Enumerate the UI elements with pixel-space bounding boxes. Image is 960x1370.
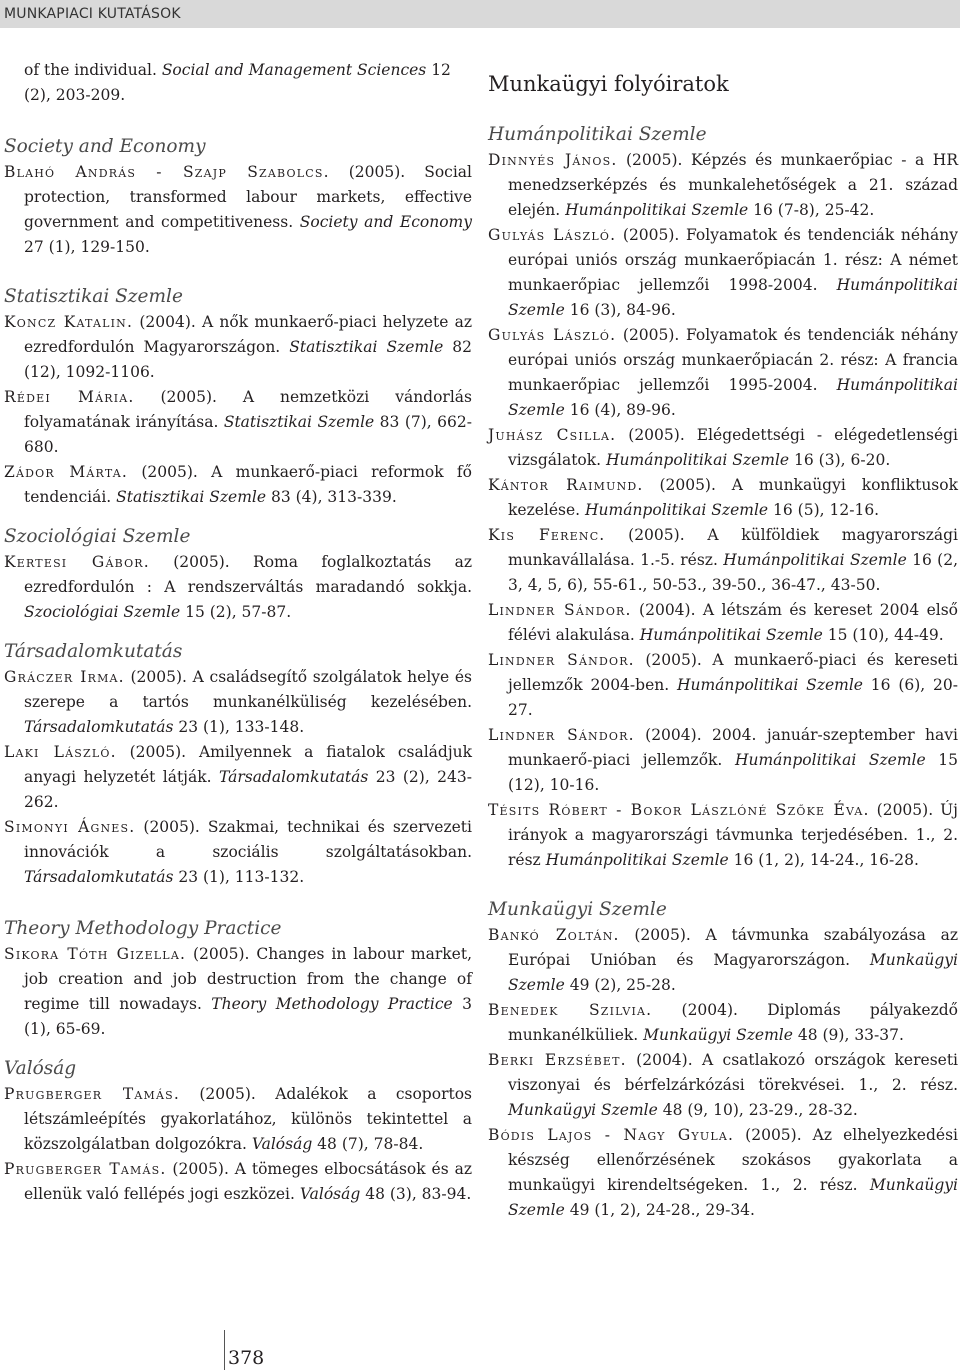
entry-journal: Társadalomkutatás <box>24 868 174 886</box>
entry-ref: 82 (12), 1092-1106. <box>24 338 472 381</box>
entry-author: Prugberger Tamás. <box>4 1085 180 1103</box>
entry-text: (2005). Adalékok a csoportos létszámleépítés gyakorlatához, különös tekintettel a közszolgálatban dolgozókra. <box>24 1085 472 1153</box>
entry-author: Laki László. <box>4 743 117 761</box>
entry-ref: 48 (9), 33-37. <box>792 1026 904 1044</box>
bibliography-entry <box>488 798 958 873</box>
bibliography-entry <box>488 998 958 1048</box>
entry-text: (2004). A nők munkaerő-piaci helyzete az ezredfordulón Magyarországon. <box>24 313 473 356</box>
bibliography-entry <box>4 550 472 625</box>
entry-author: Gulyás László. <box>488 226 617 244</box>
bibliography-entry <box>4 385 472 460</box>
entry-text: (2005). A nemzetközi vándorlás folyamatának irányítása. <box>24 388 472 431</box>
column-title: Munkaügyi folyóiratok <box>488 72 729 96</box>
entry-text: (2004). A létszám és kereset 2004 első félévi alakulása. <box>508 601 958 644</box>
entry-author: Sikora Tóth Gizella. <box>4 945 187 963</box>
bibliography-entry <box>488 323 958 423</box>
entry-ref: 3 (1), 65-69. <box>24 995 472 1038</box>
entry-journal: Munkaügyi Szemle <box>508 1101 658 1119</box>
bibliography-entry <box>488 1123 958 1223</box>
entry-text: (2005). Elégedettségi - elégedetlenségi vizsgálatok. <box>508 426 958 469</box>
entry-author: Lindner Sándor. <box>488 651 635 669</box>
entry-journal: Statisztikai Szemle <box>116 488 267 506</box>
entry-ref: 16 (6), 20-27. <box>508 676 958 719</box>
section-heading-society-economy: Society and Economy <box>4 136 206 157</box>
entry-author: Gráczer Irma. <box>4 668 125 686</box>
entry-text: (2005). Amilyennek a fiatalok családjuk anyagi helyzetét látják. <box>24 743 472 786</box>
entry-text: (2004). 2004. január-szeptember havi munkaerő-piaci jellemzők. <box>508 726 958 769</box>
bibliography-entry <box>488 423 958 473</box>
bibliography-entry <box>488 923 958 998</box>
bibliography-entry <box>488 223 958 323</box>
entry-journal: Munkaügyi Szemle <box>508 951 958 994</box>
entry-ref: 16 (5), 12-16. <box>768 501 880 519</box>
entry-ref: 16 (7-8), 25-42. <box>748 201 875 219</box>
intro-continuation <box>4 58 472 108</box>
entry-journal: Valóság <box>251 1135 313 1153</box>
entry-author: Gulyás László. <box>488 326 617 344</box>
bibliography-entry <box>4 160 472 260</box>
entry-journal: Társadalomkutatás <box>218 768 369 786</box>
entry-author: Bódis Lajos - Nagy Gyula. <box>488 1126 735 1144</box>
entry-ref: 15 (12), 10-16. <box>508 751 958 794</box>
entry-journal: Statisztikai Szemle <box>223 413 375 431</box>
entry-ref: 23 (1), 133-148. <box>173 718 305 736</box>
bibliography-entry <box>4 942 472 1042</box>
entry-author: Lindner Sándor. <box>488 726 635 744</box>
entry-text: (2005). A távmunka szabályozása az Európai Unióban és Magyarországon. <box>508 926 959 969</box>
entry-text: (2005). A munkaügyi konfliktusok kezelése. <box>508 476 958 519</box>
entry-author: Berki Erzsébet. <box>488 1051 627 1069</box>
entry-author: Lindner Sándor. <box>488 601 632 619</box>
bibliography-entry <box>488 523 958 598</box>
entry-ref: 15 (10), 44-49. <box>822 626 944 644</box>
section-heading-humanpolitikai-szemle: Humánpolitikai Szemle <box>488 124 707 145</box>
entry-text: (2005). Képzés és munkaerőpiac - a HR menedzserképzés és munkalehetőségek a 21. század elején. <box>508 151 958 219</box>
entry-ref: 49 (1, 2), 24-28., 29-34. <box>564 1201 755 1219</box>
entry-author: Kertesi Gábor. <box>4 553 150 571</box>
entry-ref: 16 (2, 3, 4, 5, 6), 55-61., 50-53., 39-50., 36-47., 43-50. <box>508 551 958 594</box>
entry-ref: 15 (2), 57-87. <box>180 603 292 621</box>
page-number-rule <box>224 1330 225 1370</box>
entry-text: (2005). A tömeges elbocsátások és az ellenük való fellépés jogi eszközei. <box>24 1160 472 1203</box>
bibliography-entry <box>488 648 958 723</box>
entry-journal: Humánpolitikai Szemle <box>585 501 769 519</box>
entry-ref: 48 (7), 78-84. <box>312 1135 424 1153</box>
entry-journal: Humánpolitikai Szemle <box>508 376 958 419</box>
entry-ref: 27 (1), 129-150. <box>24 238 150 256</box>
entry-text: (2005). Folyamatok és tendenciák néhány európai uniós ország munkaerőpiacán 2. rész: A francia munkaerőpiac jellemzői 1995-2004. <box>508 326 958 394</box>
bibliography-entry <box>4 1082 472 1157</box>
bibliography-entry <box>488 598 958 648</box>
entry-text: (2005). Social protection, transformed labour markets, effective government and competitiveness. <box>24 163 473 231</box>
left-column <box>4 58 472 1207</box>
entry-journal: Society and Economy <box>299 213 472 231</box>
bibliography-entry <box>4 740 472 815</box>
entry-journal: Humánpolitikai Szemle <box>676 676 863 694</box>
entry-journal: Humánpolitikai Szemle <box>723 551 907 569</box>
entry-author: Juhász Csilla. <box>488 426 617 444</box>
entry-author: Dinnyés János. <box>488 151 618 169</box>
bibliography-entry <box>4 460 472 510</box>
entry-text: (2005). Changes in labour market, job creation and job destruction from the change of regime till nowadays. <box>24 945 472 1013</box>
section-heading-statisztikai-szemle: Statisztikai Szemle <box>4 286 183 307</box>
bibliography-entry <box>4 1157 472 1207</box>
entry-text: (2005). Szakmai, technikai és szervezeti innovációk a szociális szolgáltatásokban. <box>24 818 472 861</box>
entry-journal: Társadalomkutatás <box>24 718 174 736</box>
entry-journal: Szociológiai Szemle <box>24 603 181 621</box>
page-number: 378 <box>228 1347 265 1369</box>
entry-text: (2005). Új irányok a magyarországi távmunka terjedésében. 1., 2. rész <box>508 801 958 869</box>
bibliography-entry <box>4 310 472 385</box>
entry-ref: 16 (3), 84-96. <box>564 301 676 319</box>
right-column <box>488 58 958 1223</box>
entry-journal: Humánpolitikai Szemle <box>508 276 958 319</box>
entry-text: (2004). Diplomás pályakezdő munkanélküliek. <box>508 1001 958 1044</box>
entry-journal: Munkaügyi Szemle <box>643 1026 793 1044</box>
entry-journal: Valóság <box>299 1185 361 1203</box>
entry-text: (2005). A munkaerő-piaci és kereseti jellemzők 2004-ben. <box>508 651 959 694</box>
entry-text: (2005). A külföldiek magyarországi munkavállalása. 1.-5. rész. <box>508 526 958 569</box>
entry-author: Kis Ferenc. <box>488 526 606 544</box>
bibliography-entry <box>4 815 472 890</box>
entry-text: (2005). Roma foglalkoztatás az ezredfordulón : A rendszerváltás maradandó sokkja. <box>24 553 472 596</box>
entry-text: (2005). Folyamatok és tendenciák néhány európai uniós ország munkaerőpiacán 1. rész: A német munkaerőpiac jellemzői 1998-2004. <box>508 226 958 294</box>
section-heading-szociologiai-szemle: Szociológiai Szemle <box>4 526 191 547</box>
section-heading-munkaugyi-szemle: Munkaügyi Szemle <box>488 899 667 920</box>
bibliography-entry <box>488 1048 958 1123</box>
section-heading-theory-methodology-practice: Theory Methodology Practice <box>4 918 282 939</box>
entry-ref: 16 (3), 6-20. <box>789 451 891 469</box>
entry-text: (2004). A csatlakozó országok kereseti viszonyai és bérfelzárkózási törekvései. 1., 2. rész. <box>508 1051 959 1094</box>
entry-author: Simonyi Ágnes. <box>4 818 136 836</box>
entry-journal: Statisztikai Szemle <box>289 338 444 356</box>
entry-ref: 16 (4), 89-96. <box>564 401 676 419</box>
bibliography-entry <box>488 148 958 223</box>
entry-author: Bankó Zoltán. <box>488 926 620 944</box>
entry-ref: 83 (4), 313-339. <box>266 488 397 506</box>
entry-author: Rédei Mária. <box>4 388 135 406</box>
entry-text: (2005). A családsegítő szolgálatok helye és szerepe a tartós munkanélküliség kezelésében. <box>24 668 473 711</box>
entry-ref: 48 (9, 10), 23-29., 28-32. <box>657 1101 858 1119</box>
entry-author: Prugberger Tamás. <box>4 1160 167 1178</box>
entry-ref: 23 (1), 113-132. <box>173 868 305 886</box>
section-heading-valosag: Valóság <box>4 1058 77 1079</box>
entry-journal: Munkaügyi Szemle <box>508 1176 958 1219</box>
entry-author: Zádor Márta. <box>4 463 129 481</box>
entry-ref: 48 (3), 83-94. <box>360 1185 472 1203</box>
entry-author: Benedek Szilvia. <box>488 1001 653 1019</box>
entry-text: (2005). Az elhelyezkedési készség ellenőrzésének szokásos gyakorlata a munkaügyi kirendeltségeken. 1., 2. rész. <box>508 1126 958 1194</box>
intro-tail: 12 <box>426 61 451 79</box>
entry-text: (2005). A munkaerő-piaci reformok fő tendenciái. <box>24 463 473 506</box>
entry-ref: 16 (1, 2), 14-24., 16-28. <box>728 851 919 869</box>
entry-author: Kántor Raimund. <box>488 476 644 494</box>
running-header: MUNKAPIACI KUTATÁSOK <box>0 0 960 28</box>
entry-author: Koncz Katalin. <box>4 313 134 331</box>
intro-ref: (2), 203-209. <box>24 86 126 104</box>
entry-journal: Humánpolitikai Szemle <box>565 201 749 219</box>
entry-journal: Theory Methodology Practice <box>211 995 453 1013</box>
intro-journal: Social and Management Sciences <box>161 61 427 79</box>
entry-journal: Humánpolitikai Szemle <box>606 451 790 469</box>
entry-author: Tésits Róbert - Bokor Lászlóné Szőke Éva. <box>488 801 870 819</box>
entry-journal: Humánpolitikai Szemle <box>734 751 926 769</box>
entry-ref: 23 (2), 243-262. <box>24 768 472 811</box>
entry-journal: Humánpolitikai Szemle <box>639 626 823 644</box>
bibliography-entry <box>488 723 958 798</box>
intro-text: of the individual. <box>24 61 162 79</box>
entry-author: Blahó András - Szajp Szabolcs. <box>4 163 330 181</box>
bibliography-entry <box>4 665 472 740</box>
entry-ref: 49 (2), 25-28. <box>564 976 676 994</box>
bibliography-entry <box>488 473 958 523</box>
entry-ref: 83 (7), 662-680. <box>24 413 472 456</box>
entry-journal: Humánpolitikai Szemle <box>545 851 729 869</box>
section-heading-tarsadalomkutatas: Társadalomkutatás <box>4 641 183 662</box>
